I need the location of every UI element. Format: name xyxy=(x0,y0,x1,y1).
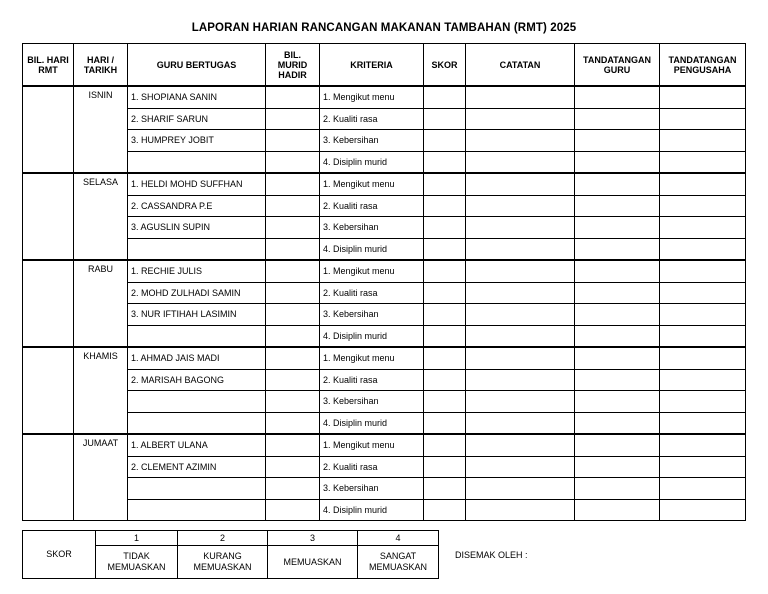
guru-cell: 2. CLEMENT AZIMIN xyxy=(128,456,266,478)
ttd-guru-cell[interactable] xyxy=(575,434,660,456)
ttd-guru-cell[interactable] xyxy=(575,260,660,282)
skor-cell[interactable] xyxy=(424,130,466,152)
skor-cell[interactable] xyxy=(424,151,466,173)
kriteria-cell: 1. Mengikut menu xyxy=(320,260,424,282)
bil-murid-cell[interactable] xyxy=(266,238,320,260)
catatan-cell[interactable] xyxy=(466,304,575,326)
bil-hari-cell[interactable] xyxy=(23,434,74,521)
ttd-guru-cell[interactable] xyxy=(575,108,660,130)
skor-cell[interactable] xyxy=(424,282,466,304)
score-number-2: 2 xyxy=(178,531,268,546)
guru-cell xyxy=(128,499,266,521)
catatan-cell[interactable] xyxy=(466,369,575,391)
page-title: LAPORAN HARIAN RANCANGAN MAKANAN TAMBAHAN (RMT) 2025 xyxy=(191,22,577,34)
bil-murid-cell[interactable] xyxy=(266,499,320,521)
header-kriteria: KRITERIA xyxy=(320,44,424,87)
ttd-pengusaha-cell[interactable] xyxy=(660,478,746,500)
bil-hari-cell[interactable] xyxy=(23,260,74,347)
guru-cell xyxy=(128,238,266,260)
kriteria-cell: 4. Disiplin murid xyxy=(320,412,424,434)
bil-murid-cell[interactable] xyxy=(266,217,320,239)
skor-cell[interactable] xyxy=(424,347,466,369)
header-ttd-guru: TANDATANGAN GURU xyxy=(575,44,660,87)
day-cell: RABU xyxy=(74,260,128,347)
catatan-cell[interactable] xyxy=(466,282,575,304)
bil-murid-cell[interactable] xyxy=(266,304,320,326)
kriteria-cell: 3. Kebersihan xyxy=(320,130,424,152)
header-skor: SKOR xyxy=(424,44,466,87)
catatan-cell[interactable] xyxy=(466,238,575,260)
ttd-pengusaha-cell[interactable] xyxy=(660,347,746,369)
score-legend-table xyxy=(22,530,439,579)
skor-cell[interactable] xyxy=(424,391,466,413)
score-desc-1: TIDAK MEMUASKAN xyxy=(96,546,178,579)
catatan-cell[interactable] xyxy=(466,412,575,434)
guru-cell: 1. SHOPIANA SANIN xyxy=(128,86,266,108)
header-catatan: CATATAN xyxy=(466,44,575,87)
catatan-cell[interactable] xyxy=(466,195,575,217)
kriteria-cell: 2. Kualiti rasa xyxy=(320,282,424,304)
header-guru: GURU BERTUGAS xyxy=(128,44,266,87)
table-row xyxy=(23,478,746,500)
ttd-guru-cell[interactable] xyxy=(575,369,660,391)
ttd-pengusaha-cell[interactable] xyxy=(660,304,746,326)
bil-murid-cell[interactable] xyxy=(266,369,320,391)
skor-cell[interactable] xyxy=(424,238,466,260)
ttd-guru-cell[interactable] xyxy=(575,151,660,173)
score-number-3: 3 xyxy=(268,531,358,546)
table-row xyxy=(23,456,746,478)
bil-murid-cell[interactable] xyxy=(266,86,320,108)
kriteria-cell: 1. Mengikut menu xyxy=(320,173,424,195)
ttd-guru-cell[interactable] xyxy=(575,391,660,413)
kriteria-cell: 2. Kualiti rasa xyxy=(320,195,424,217)
score-number-4: 4 xyxy=(358,531,439,546)
table-row xyxy=(23,499,746,521)
skor-cell[interactable] xyxy=(424,499,466,521)
table-row xyxy=(23,434,746,456)
table-row xyxy=(23,195,746,217)
kriteria-cell: 2. Kualiti rasa xyxy=(320,369,424,391)
catatan-cell[interactable] xyxy=(466,108,575,130)
ttd-guru-cell[interactable] xyxy=(575,238,660,260)
skor-cell[interactable] xyxy=(424,260,466,282)
skor-cell[interactable] xyxy=(424,412,466,434)
guru-cell: 2. CASSANDRA P.E xyxy=(128,195,266,217)
ttd-pengusaha-cell[interactable] xyxy=(660,412,746,434)
guru-cell: 1. HELDI MOHD SUFFHAN xyxy=(128,173,266,195)
guru-cell xyxy=(128,412,266,434)
kriteria-cell: 3. Kebersihan xyxy=(320,478,424,500)
report-body xyxy=(23,86,746,521)
catatan-cell[interactable] xyxy=(466,434,575,456)
kriteria-cell: 4. Disiplin murid xyxy=(320,325,424,347)
guru-cell: 1. ALBERT ULANA xyxy=(128,434,266,456)
day-cell: KHAMIS xyxy=(74,347,128,434)
ttd-pengusaha-cell[interactable] xyxy=(660,434,746,456)
day-cell: JUMAAT xyxy=(74,434,128,521)
catatan-cell[interactable] xyxy=(466,391,575,413)
header-bil-hari: BIL. HARI RMT xyxy=(23,44,74,87)
bil-murid-cell[interactable] xyxy=(266,282,320,304)
ttd-pengusaha-cell[interactable] xyxy=(660,499,746,521)
skor-cell[interactable] xyxy=(424,456,466,478)
ttd-guru-cell[interactable] xyxy=(575,86,660,108)
guru-cell: 2. MARISAH BAGONG xyxy=(128,369,266,391)
guru-cell xyxy=(128,391,266,413)
day-cell: ISNIN xyxy=(74,86,128,173)
table-row xyxy=(23,86,746,108)
skor-cell[interactable] xyxy=(424,108,466,130)
table-row xyxy=(23,304,746,326)
ttd-guru-cell[interactable] xyxy=(575,499,660,521)
skor-cell[interactable] xyxy=(424,478,466,500)
score-number-1: 1 xyxy=(96,531,178,546)
ttd-guru-cell[interactable] xyxy=(575,456,660,478)
catatan-cell[interactable] xyxy=(466,86,575,108)
guru-cell: 2. SHARIF SARUN xyxy=(128,108,266,130)
table-row xyxy=(23,347,746,369)
table-row xyxy=(23,325,746,347)
skor-cell[interactable] xyxy=(424,434,466,456)
bil-murid-cell[interactable] xyxy=(266,151,320,173)
bil-hari-cell[interactable] xyxy=(23,86,74,173)
kriteria-cell: 1. Mengikut menu xyxy=(320,86,424,108)
ttd-pengusaha-cell[interactable] xyxy=(660,86,746,108)
ttd-pengusaha-cell[interactable] xyxy=(660,282,746,304)
ttd-guru-cell[interactable] xyxy=(575,478,660,500)
bil-murid-cell[interactable] xyxy=(266,391,320,413)
ttd-pengusaha-cell[interactable] xyxy=(660,130,746,152)
guru-cell: 2. MOHD ZULHADI SAMIN xyxy=(128,282,266,304)
table-row xyxy=(23,108,746,130)
day-cell: SELASA xyxy=(74,173,128,260)
score-desc-2: KURANG MEMUASKAN xyxy=(178,546,268,579)
guru-cell: 1. RECHIE JULIS xyxy=(128,260,266,282)
ttd-guru-cell[interactable] xyxy=(575,304,660,326)
bil-murid-cell[interactable] xyxy=(266,195,320,217)
table-row xyxy=(23,391,746,413)
kriteria-cell: 2. Kualiti rasa xyxy=(320,456,424,478)
kriteria-cell: 2. Kualiti rasa xyxy=(320,108,424,130)
guru-cell: 3. HUMPREY JOBIT xyxy=(128,130,266,152)
header-hari: HARI / TARIKH xyxy=(74,44,128,87)
ttd-pengusaha-cell[interactable] xyxy=(660,238,746,260)
score-desc-4: SANGAT MEMUASKAN xyxy=(358,546,439,579)
bil-murid-cell[interactable] xyxy=(266,347,320,369)
table-row xyxy=(23,217,746,239)
guru-cell: 3. NUR IFTIHAH LASIMIN xyxy=(128,304,266,326)
ttd-guru-cell[interactable] xyxy=(575,347,660,369)
skor-cell[interactable] xyxy=(424,217,466,239)
ttd-pengusaha-cell[interactable] xyxy=(660,108,746,130)
ttd-pengusaha-cell[interactable] xyxy=(660,151,746,173)
kriteria-cell: 4. Disiplin murid xyxy=(320,151,424,173)
bil-hari-cell[interactable] xyxy=(23,347,74,434)
catatan-cell[interactable] xyxy=(466,260,575,282)
ttd-guru-cell[interactable] xyxy=(575,173,660,195)
catatan-cell[interactable] xyxy=(466,325,575,347)
bil-murid-cell[interactable] xyxy=(266,478,320,500)
table-row xyxy=(23,130,746,152)
guru-cell xyxy=(128,478,266,500)
kriteria-cell: 1. Mengikut menu xyxy=(320,347,424,369)
bil-murid-cell[interactable] xyxy=(266,434,320,456)
ttd-guru-cell[interactable] xyxy=(575,282,660,304)
ttd-guru-cell[interactable] xyxy=(575,130,660,152)
header-bil-murid: BIL. MURID HADIR xyxy=(266,44,320,87)
table-row xyxy=(23,238,746,260)
kriteria-cell: 4. Disiplin murid xyxy=(320,499,424,521)
ttd-pengusaha-cell[interactable] xyxy=(660,369,746,391)
ttd-pengusaha-cell[interactable] xyxy=(660,217,746,239)
kriteria-cell: 1. Mengikut menu xyxy=(320,434,424,456)
disemak-oleh: DISEMAK OLEH : xyxy=(455,550,528,560)
catatan-cell[interactable] xyxy=(466,151,575,173)
ttd-guru-cell[interactable] xyxy=(575,412,660,434)
ttd-pengusaha-cell[interactable] xyxy=(660,195,746,217)
ttd-pengusaha-cell[interactable] xyxy=(660,173,746,195)
skor-cell[interactable] xyxy=(424,325,466,347)
catatan-cell[interactable] xyxy=(466,478,575,500)
guru-cell xyxy=(128,151,266,173)
ttd-guru-cell[interactable] xyxy=(575,195,660,217)
table-row xyxy=(23,260,746,282)
score-label: SKOR xyxy=(23,531,96,579)
bil-murid-cell[interactable] xyxy=(266,325,320,347)
skor-cell[interactable] xyxy=(424,304,466,326)
bil-murid-cell[interactable] xyxy=(266,108,320,130)
kriteria-cell: 3. Kebersihan xyxy=(320,304,424,326)
kriteria-cell: 3. Kebersihan xyxy=(320,391,424,413)
score-desc-3: MEMUASKAN xyxy=(268,546,358,579)
ttd-guru-cell[interactable] xyxy=(575,217,660,239)
bil-murid-cell[interactable] xyxy=(266,173,320,195)
catatan-cell[interactable] xyxy=(466,217,575,239)
bil-hari-cell[interactable] xyxy=(23,173,74,260)
bil-murid-cell[interactable] xyxy=(266,412,320,434)
ttd-pengusaha-cell[interactable] xyxy=(660,325,746,347)
bil-murid-cell[interactable] xyxy=(266,260,320,282)
ttd-pengusaha-cell[interactable] xyxy=(660,391,746,413)
ttd-pengusaha-cell[interactable] xyxy=(660,456,746,478)
header-row xyxy=(23,44,746,87)
table-row xyxy=(23,369,746,391)
kriteria-cell: 4. Disiplin murid xyxy=(320,238,424,260)
kriteria-cell: 3. Kebersihan xyxy=(320,217,424,239)
bil-murid-cell[interactable] xyxy=(266,456,320,478)
catatan-cell[interactable] xyxy=(466,130,575,152)
guru-cell: 3. AGUSLIN SUPIN xyxy=(128,217,266,239)
catatan-cell[interactable] xyxy=(466,173,575,195)
guru-cell: 1. AHMAD JAIS MADI xyxy=(128,347,266,369)
skor-cell[interactable] xyxy=(424,173,466,195)
catatan-cell[interactable] xyxy=(466,499,575,521)
bil-murid-cell[interactable] xyxy=(266,130,320,152)
catatan-cell[interactable] xyxy=(466,347,575,369)
skor-cell[interactable] xyxy=(424,195,466,217)
skor-cell[interactable] xyxy=(424,86,466,108)
catatan-cell[interactable] xyxy=(466,456,575,478)
table-row xyxy=(23,173,746,195)
ttd-guru-cell[interactable] xyxy=(575,325,660,347)
ttd-pengusaha-cell[interactable] xyxy=(660,260,746,282)
table-row xyxy=(23,412,746,434)
guru-cell xyxy=(128,325,266,347)
skor-cell[interactable] xyxy=(424,369,466,391)
table-row xyxy=(23,151,746,173)
table-row xyxy=(23,282,746,304)
header-ttd-pengusaha: TANDATANGAN PENGUSAHA xyxy=(660,44,746,87)
report-table xyxy=(22,43,746,521)
